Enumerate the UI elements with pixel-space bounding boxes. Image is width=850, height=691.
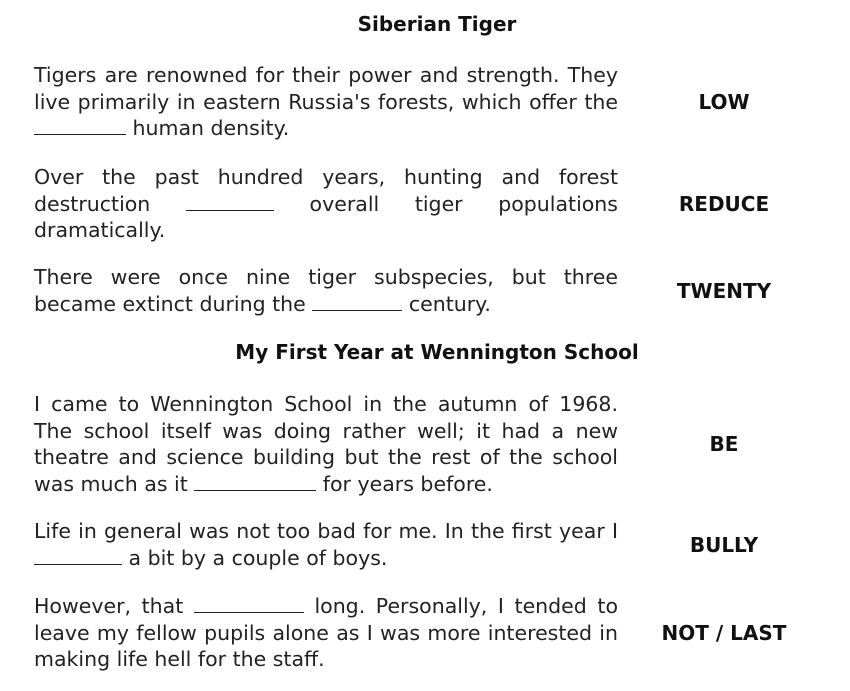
exercise-item [34, 164, 824, 244]
exercise-item [34, 391, 824, 497]
text-after-gap: long. Personally, I tended to leave my fellow pupils alone as I was more interested in making life hell for the staff. [34, 594, 618, 671]
text-after-gap: a bit by a couple of boys. [122, 545, 388, 570]
answer-blank[interactable] [34, 119, 126, 135]
section-title-siberian-tiger: Siberian Tiger [357, 12, 517, 36]
exercise-item [34, 264, 824, 317]
answer-blank[interactable] [34, 549, 122, 565]
keyword-prompt: BE [709, 432, 739, 456]
exercise-item [34, 518, 824, 571]
text-after-gap: century. [402, 291, 491, 316]
text-before-gap: I came to Wennington School in the autumn of 1968. The school itself was doing rather well; it had a new theatre and science building but the rest of the school was much as it [34, 392, 618, 496]
keyword-prompt: LOW [698, 89, 750, 114]
exercise-item [34, 593, 824, 673]
exercise-item [34, 62, 824, 142]
exercise-text [34, 518, 618, 571]
text-before-gap: Over the past hundred years, hunting and forest destruction [34, 165, 618, 216]
exercise-text [34, 62, 618, 142]
text-before-gap: Life in general was not too bad for me. In the first year I [34, 519, 618, 543]
exercise-text [34, 593, 618, 673]
answer-blank[interactable] [186, 195, 274, 211]
keyword-prompt: TWENTY [676, 278, 772, 303]
keyword-prompt: BULLY [689, 532, 759, 557]
keyword-prompt: REDUCE [678, 191, 770, 216]
answer-blank[interactable] [312, 295, 402, 311]
exercise-text [34, 391, 618, 497]
answer-blank[interactable] [194, 475, 316, 491]
keyword-prompt: NOT / LAST [661, 620, 787, 645]
section-title-wennington-school: My First Year at Wennington School [235, 340, 639, 364]
text-before-gap: However, that [34, 594, 194, 618]
answer-blank[interactable] [194, 597, 304, 613]
text-after-gap: human density. [126, 116, 290, 140]
text-before-gap: Tigers are renowned for their power and strength. They live primarily in eastern Russia's forests, which offer the [34, 63, 618, 114]
text-before-gap: There were once nine tiger subspecies, but three became extinct during the [34, 265, 618, 316]
exercise-text [34, 264, 618, 317]
text-after-gap: overall tiger populations dramatically. [34, 191, 618, 242]
exercise-text [34, 164, 618, 244]
text-after-gap: for years before. [316, 471, 493, 496]
